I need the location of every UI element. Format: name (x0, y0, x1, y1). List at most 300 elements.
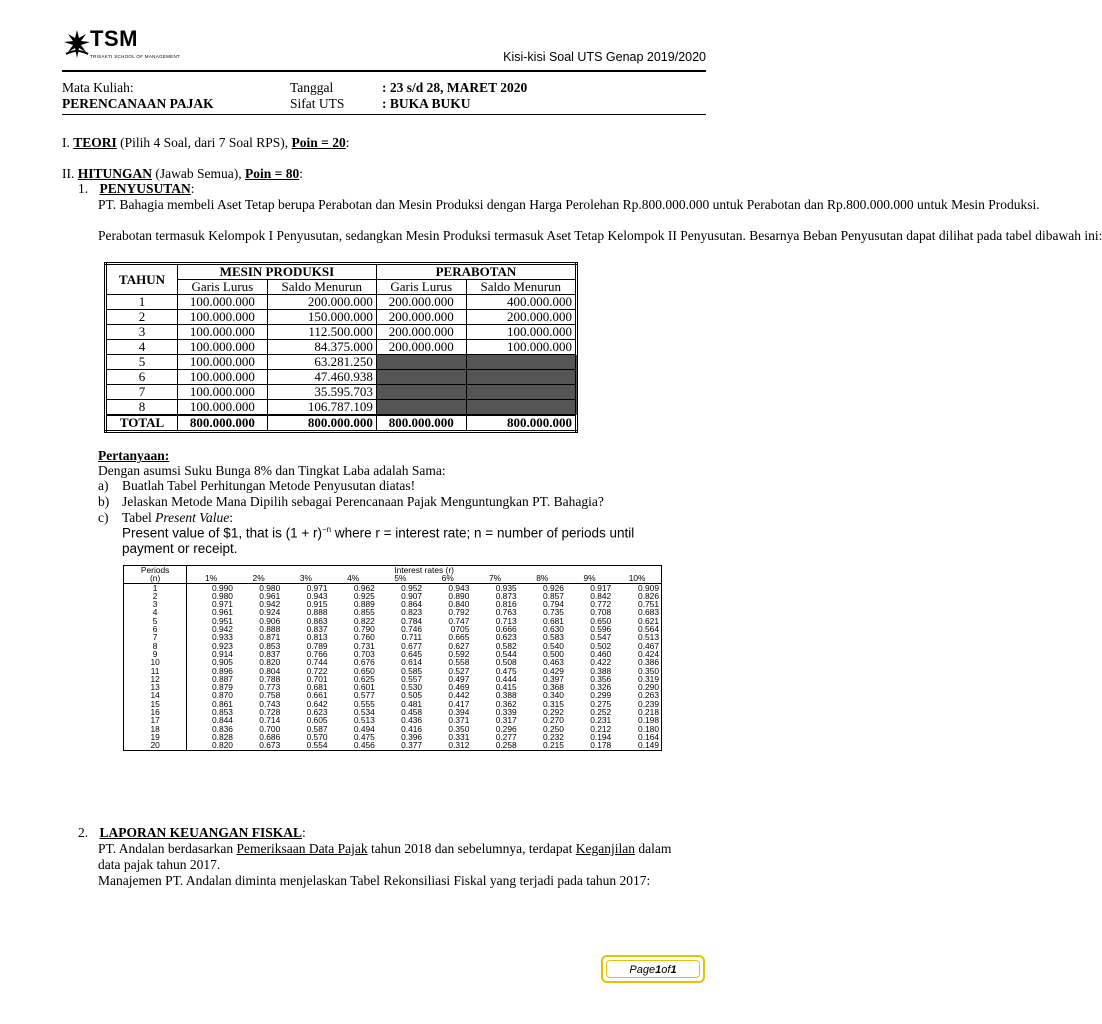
pv-value: 0.388 (590, 665, 612, 676)
q1-title: PENYUSUTAN (99, 181, 191, 196)
pv-rate-header: 2% (235, 574, 282, 583)
pv-value: 0.763 (495, 607, 517, 618)
pv-value: 0.645 (401, 648, 423, 659)
pv-value: 0.475 (353, 731, 375, 742)
question-c (98, 510, 234, 526)
pv-period: 12 (124, 675, 187, 683)
pv-value: 0.564 (638, 624, 659, 635)
pv-value: 0.317 (495, 715, 517, 726)
pv-caption-sup: −n (321, 525, 332, 534)
dep-total-value: 800.000.000 (178, 415, 268, 432)
dep-value: 100.000.000 (178, 400, 268, 416)
pv-rate-header: 7% (471, 574, 518, 583)
dep-value: 35.595.703 (267, 385, 376, 400)
pv-value: 0.424 (638, 648, 659, 659)
pv-value: 0.475 (495, 665, 517, 676)
pv-value: 0.377 (401, 740, 423, 751)
depreciation-table (104, 262, 578, 433)
pv-value: 0.896 (212, 665, 233, 676)
type-value: : BUKA BUKU (382, 96, 471, 111)
date-value: : 23 s/d 28, MARET 2020 (382, 80, 528, 95)
dep-year: 3 (106, 325, 178, 340)
pv-value: 0.837 (306, 624, 328, 635)
sub-saldo-menurun: Saldo Menurun (466, 280, 576, 295)
pv-value: 0.397 (542, 673, 564, 684)
q2-paragraph-1 (98, 841, 671, 857)
dep-year: 7 (106, 385, 178, 400)
pv-value: 0.952 (401, 582, 423, 593)
section-teori (62, 135, 350, 151)
pv-period: 14 (124, 691, 187, 699)
page-current: 1 (655, 964, 662, 976)
pv-value: 0.596 (590, 624, 612, 635)
pv-rate-header: 4% (330, 574, 377, 583)
pv-value: 0.215 (542, 740, 564, 751)
pv-value: 0.980 (259, 582, 281, 593)
pv-value: 0.630 (542, 624, 564, 635)
pv-row (124, 633, 662, 641)
pv-value: 0.362 (495, 698, 517, 709)
pv-value: 0.340 (542, 690, 564, 701)
pv-value: 0.961 (212, 607, 233, 618)
pv-value: 0.971 (212, 599, 233, 610)
section-number: II. (62, 166, 78, 181)
q1-colon: : (190, 181, 195, 196)
pv-value: 0.436 (401, 715, 423, 726)
pv-value: 0.558 (448, 657, 470, 668)
pv-value: 0.943 (448, 582, 470, 593)
dep-total-value: 800.000.000 (466, 415, 576, 432)
pv-value: 0.853 (259, 640, 281, 651)
pv-value: 0.555 (353, 698, 375, 709)
periods-label: Periods (124, 566, 187, 575)
pv-value: 0.743 (259, 698, 281, 709)
dep-year: 4 (106, 340, 178, 355)
pv-value: 0.429 (542, 665, 564, 676)
pv-value: 0.673 (259, 740, 281, 751)
pv-value: 0.871 (259, 632, 281, 643)
sub-garis-lurus: Garis Lurus (376, 280, 466, 295)
pv-value: 0.961 (259, 590, 281, 601)
pv-caption-text: Present value of $1, that is (1 + r) (122, 525, 322, 541)
pv-row (124, 592, 662, 600)
pv-value: 0.804 (259, 665, 281, 676)
n-label: (n) (124, 574, 187, 583)
section-end: : (345, 135, 350, 150)
pv-value: 0.915 (306, 599, 328, 610)
pv-value: 0.319 (638, 673, 659, 684)
pv-value: 0.547 (590, 632, 612, 643)
pv-value: 0.822 (353, 615, 375, 626)
sub-garis-lurus: Garis Lurus (178, 280, 268, 295)
page-number (606, 960, 700, 978)
pv-value: 0.467 (638, 640, 659, 651)
dep-value: 100.000.000 (178, 385, 268, 400)
pv-value: 0.585 (401, 665, 423, 676)
dep-row (106, 355, 577, 370)
q2-pemeriksaan: Pemeriksaan Data Pajak (236, 841, 368, 856)
pv-value: 0.458 (401, 707, 423, 718)
dep-row (106, 385, 577, 400)
pv-value: 0.315 (542, 698, 564, 709)
section-poin: Poin = 80 (245, 166, 300, 181)
pv-value: 0.534 (353, 707, 375, 718)
dep-shaded-cell (376, 400, 466, 416)
pv-value: 0.627 (448, 640, 470, 651)
course-label: Mata Kuliah: (62, 80, 134, 95)
pv-value: 0.194 (590, 731, 612, 742)
question-c-text: Tabel (122, 510, 156, 525)
pv-value: 0.836 (212, 723, 233, 734)
pv-value: 0.909 (638, 582, 659, 593)
pv-value: 0.415 (495, 682, 517, 693)
pv-row (124, 716, 662, 724)
pv-period: 11 (124, 667, 187, 675)
pv-value: 0.350 (448, 723, 470, 734)
pv-value: 0.530 (401, 682, 423, 693)
pv-period: 8 (124, 642, 187, 650)
section-title: TEORI (73, 135, 117, 150)
pv-row (124, 625, 662, 633)
pv-rate-header: 3% (282, 574, 329, 583)
pv-value: 0.231 (590, 715, 612, 726)
pv-value: 0.601 (353, 682, 375, 693)
dep-value: 200.000.000 (376, 325, 466, 340)
pv-value: 0.469 (448, 682, 470, 693)
q2-paragraph-2: data pajak tahun 2017. (98, 857, 221, 872)
dep-value: 400.000.000 (466, 295, 576, 310)
dep-row (106, 295, 577, 310)
pv-value: 0.889 (353, 599, 375, 610)
pv-value: 0.666 (495, 624, 517, 635)
pv-value: 0.677 (401, 640, 423, 651)
pv-row (124, 733, 662, 741)
dep-value: 200.000.000 (376, 340, 466, 355)
dep-total-row (106, 415, 577, 432)
document-title: Kisi-kisi Soal UTS Genap 2019/2020 (503, 50, 706, 64)
pv-caption-line-1 (122, 525, 634, 541)
pv-value: 0.583 (542, 632, 564, 643)
pv-period: 18 (124, 725, 187, 733)
pv-value: 0.864 (401, 599, 423, 610)
dep-row (106, 325, 577, 340)
pv-value: 0.386 (638, 657, 659, 668)
page-of: of (661, 964, 671, 976)
page-total: 1 (670, 964, 677, 976)
pv-value: 0.935 (495, 582, 517, 593)
pv-value: 0.873 (495, 590, 517, 601)
dep-value: 47.460.938 (267, 370, 376, 385)
pv-value: 0.212 (590, 723, 612, 734)
pv-row (124, 683, 662, 691)
dep-value: 63.281.250 (267, 355, 376, 370)
q2-colon: : (302, 825, 306, 840)
pv-period: 1 (124, 583, 187, 592)
dep-value: 150.000.000 (267, 310, 376, 325)
pv-value: 0.714 (259, 715, 281, 726)
dep-value: 200.000.000 (267, 295, 376, 310)
pv-row (124, 608, 662, 616)
q1-number: 1. (78, 181, 89, 196)
dep-row (106, 340, 577, 355)
pv-value: 0.701 (306, 673, 328, 684)
pv-value: 0.879 (212, 682, 233, 693)
pv-value: 0.275 (590, 698, 612, 709)
dep-value: 100.000.000 (178, 325, 268, 340)
dep-total-value: 800.000.000 (376, 415, 466, 432)
pv-value: 0.914 (212, 648, 233, 659)
pv-value: 0.623 (495, 632, 517, 643)
pv-value: 0.388 (495, 690, 517, 701)
pv-value: 0.312 (448, 740, 470, 751)
pv-value: 0.149 (638, 740, 659, 751)
dep-value: 100.000.000 (178, 295, 268, 310)
q2-keganjilan: Keganjilan (575, 841, 635, 856)
pv-value: 0.784 (401, 615, 423, 626)
pv-row (124, 650, 662, 658)
pv-period: 3 (124, 600, 187, 608)
pv-value: 0.788 (259, 673, 281, 684)
dep-value: 100.000.000 (178, 370, 268, 385)
pv-value: 0.456 (353, 740, 375, 751)
pv-value: 0.394 (448, 707, 470, 718)
pv-period: 7 (124, 633, 187, 641)
pv-value: 0.857 (542, 590, 564, 601)
pv-value: 0.708 (590, 607, 612, 618)
dep-year: 5 (106, 355, 178, 370)
pv-value: 0.505 (401, 690, 423, 701)
pv-value: 0.625 (353, 673, 375, 684)
pv-value: 0.773 (259, 682, 281, 693)
question-b-label: b) (98, 494, 110, 509)
pv-value: 0.826 (638, 590, 659, 601)
pv-value: 0.887 (212, 673, 233, 684)
pv-row (124, 658, 662, 666)
tsm-emblem-icon (62, 28, 92, 60)
pv-rate-header: 9% (566, 574, 613, 583)
pv-value: 0.676 (353, 657, 375, 668)
q2-number: 2. (78, 825, 89, 840)
pv-value: 0.623 (306, 707, 328, 718)
dep-value: 106.787.109 (267, 400, 376, 416)
logo-text: TSM (90, 26, 138, 51)
course-name: PERENCANAAN PAJAK (62, 96, 214, 111)
pv-value: 0.218 (638, 707, 659, 718)
pv-value: 0.686 (259, 731, 281, 742)
pv-value: 0.497 (448, 673, 470, 684)
pv-value: 0.840 (448, 599, 470, 610)
pv-value: 0.890 (448, 590, 470, 601)
interest-rates-label: Interest rates (r) (394, 565, 454, 575)
pv-value: 0.711 (401, 632, 423, 643)
q1-paragraph-2: Perabotan termasuk Kelompok I Penyusutan, sedangkan Mesin Produksi termasuk Aset Tetap Kelompok II Penyusutan. Besarnya Beban Penyusutan dapat dilihat pada tabel dibawah ini: (98, 228, 1102, 243)
q2-title: LAPORAN KEUANGAN FISKAL (99, 825, 303, 840)
group-mesin-produksi: MESIN PRODUKSI (178, 264, 377, 280)
pv-period: 15 (124, 700, 187, 708)
dep-year: 6 (106, 370, 178, 385)
dep-row (106, 400, 577, 416)
pv-value: 0.582 (495, 640, 517, 651)
pv-value: 0.270 (542, 715, 564, 726)
pv-value: 0.557 (401, 673, 423, 684)
sub-saldo-menurun: Saldo Menurun (267, 280, 376, 295)
pv-value: 0.417 (448, 698, 470, 709)
pv-value: 0.844 (212, 715, 233, 726)
dep-value: 100.000.000 (466, 325, 576, 340)
dep-total-value: 800.000.000 (267, 415, 376, 432)
dep-row (106, 310, 577, 325)
pv-caption-line-2: payment or receipt. (122, 541, 238, 556)
pv-value: 0.180 (638, 723, 659, 734)
pv-period: 17 (124, 716, 187, 724)
questions-intro: Dengan asumsi Suku Bunga 8% dan Tingkat Laba adalah Sama: (98, 463, 446, 478)
pv-value: 0.650 (353, 665, 375, 676)
pv-value: 0.907 (401, 590, 423, 601)
tsm-logo (62, 24, 182, 70)
pv-value: 0.368 (542, 682, 564, 693)
dep-value: 112.500.000 (267, 325, 376, 340)
page-number-box (601, 955, 705, 983)
pv-value: 0.855 (353, 607, 375, 618)
pv-value: 0.277 (495, 731, 517, 742)
pv-value: 0.744 (306, 657, 328, 668)
pv-value: 0.681 (542, 615, 564, 626)
pv-row (124, 741, 662, 750)
pv-value: 0.339 (495, 707, 517, 718)
dep-year: 8 (106, 400, 178, 416)
pv-value: 0.356 (590, 673, 612, 684)
logo-subtitle: TRISAKTI SCHOOL OF MANAGEMENT (90, 54, 181, 59)
pv-period: 20 (124, 741, 187, 750)
pv-value: 0.540 (542, 640, 564, 651)
pv-value: 0.870 (212, 690, 233, 701)
pv-value: 0.837 (259, 648, 281, 659)
question-c-italic: Present Value (155, 510, 230, 525)
pv-value: 0.290 (638, 682, 659, 693)
pv-value: 0.842 (590, 590, 612, 601)
pv-rate-header: 6% (424, 574, 471, 583)
pv-value: 0.747 (448, 615, 470, 626)
pv-rate-header: 10% (613, 574, 661, 583)
col-tahun: TAHUN (106, 264, 178, 295)
group-perabotan: PERABOTAN (376, 264, 576, 280)
question-a (98, 478, 416, 494)
pv-row (124, 600, 662, 608)
pv-value: 0.813 (306, 632, 328, 643)
section-hitungan (62, 166, 303, 182)
pv-value: 0.760 (353, 632, 375, 643)
dep-value: 100.000.000 (178, 340, 268, 355)
pv-value: 0.416 (401, 723, 423, 734)
pv-value: 0.700 (259, 723, 281, 734)
pv-value: 0.650 (590, 615, 612, 626)
dep-value: 200.000.000 (466, 310, 576, 325)
pv-period: 10 (124, 658, 187, 666)
pv-value: 0.239 (638, 698, 659, 709)
pv-value: 0.942 (212, 624, 233, 635)
present-value-table (123, 565, 662, 751)
section-text: (Pilih 4 Soal, dari 7 Soal RPS), (116, 135, 292, 150)
pv-value: 0.789 (306, 640, 328, 651)
pv-value: 0.350 (638, 665, 659, 676)
pv-period: 9 (124, 650, 187, 658)
pv-value: 0.371 (448, 715, 470, 726)
pv-period: 4 (124, 608, 187, 616)
dep-shaded-cell (466, 400, 576, 416)
pv-row (124, 667, 662, 675)
pv-caption-text-2: where r = interest rate; n = number of periods until (331, 525, 635, 541)
dep-value: 200.000.000 (376, 310, 466, 325)
pv-value: 0.250 (542, 723, 564, 734)
pv-value: 0.554 (306, 740, 328, 751)
pv-rate-header: 5% (377, 574, 424, 583)
pv-value: 0.570 (306, 731, 328, 742)
pv-value: 0.587 (306, 723, 328, 734)
pv-value: 0.942 (259, 599, 281, 610)
pv-value: 0.164 (638, 731, 659, 742)
pv-value: 0.925 (353, 590, 375, 601)
pv-period: 2 (124, 592, 187, 600)
dep-total-label: TOTAL (106, 415, 178, 432)
dep-year: 2 (106, 310, 178, 325)
pv-value: 0.296 (495, 723, 517, 734)
pv-rate-header: 8% (519, 574, 566, 583)
questions-title: Pertanyaan: (98, 448, 170, 463)
pv-value: 0.794 (542, 599, 564, 610)
pv-value: 0.500 (542, 648, 564, 659)
dep-shaded-cell (466, 355, 576, 370)
pv-value: 0.924 (259, 607, 281, 618)
pv-value: 0.888 (306, 607, 328, 618)
pv-period: 16 (124, 708, 187, 716)
pv-value: 0.258 (495, 740, 517, 751)
pv-value: 0.888 (259, 624, 281, 635)
section-end: : (299, 166, 303, 181)
pv-rate-header: 1% (187, 574, 235, 583)
dep-value: 200.000.000 (376, 295, 466, 310)
section-text: (Jawab Semua), (152, 166, 245, 181)
pv-value: 0.790 (353, 624, 375, 635)
q2-text: dalam (634, 841, 672, 856)
header-divider (62, 70, 706, 72)
meta-divider (62, 114, 706, 115)
pv-value: 0.746 (401, 624, 423, 635)
pv-value: 0.292 (542, 707, 564, 718)
pv-value: 0.544 (495, 648, 517, 659)
pv-row (124, 583, 662, 592)
page-label: Page (629, 964, 656, 976)
pv-period: 19 (124, 733, 187, 741)
pv-value: 0.331 (448, 731, 470, 742)
pv-value: 0.577 (353, 690, 375, 701)
pv-value: 0.681 (306, 682, 328, 693)
pv-value: 0.731 (353, 640, 375, 651)
pv-value: 0.508 (495, 657, 517, 668)
pv-value: 0.861 (212, 698, 233, 709)
pv-value: 0.326 (590, 682, 612, 693)
dep-shaded-cell (466, 370, 576, 385)
pv-row (124, 700, 662, 708)
pv-value: 0.758 (259, 690, 281, 701)
pv-value: 0.951 (212, 615, 233, 626)
pv-value: 0.513 (638, 632, 659, 643)
pv-value: 0.642 (306, 698, 328, 709)
pv-value: 0.722 (306, 665, 328, 676)
dep-value: 100.000.000 (178, 310, 268, 325)
pv-value: 0.816 (495, 599, 517, 610)
dep-shaded-cell (376, 385, 466, 400)
pv-row (124, 617, 662, 625)
